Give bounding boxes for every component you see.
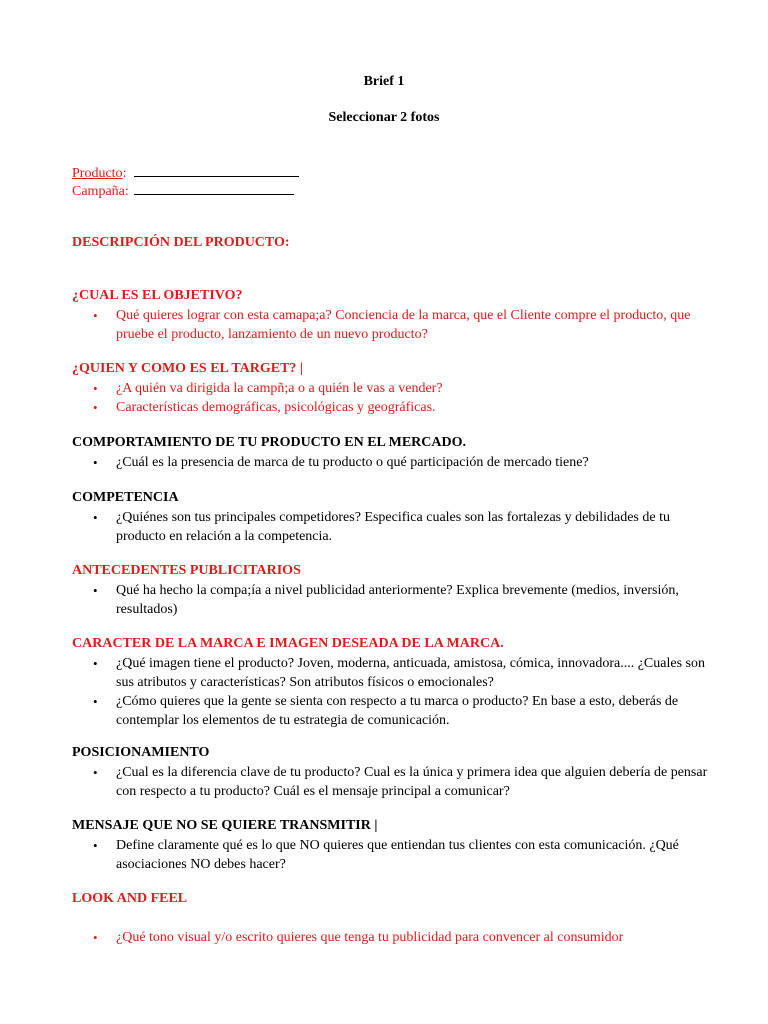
objetivo-list bbox=[72, 306, 712, 344]
heading-objetivo: ¿CUAL ES EL OBJETIVO? bbox=[72, 288, 243, 303]
bullet-icon: • bbox=[93, 694, 98, 709]
campaign-field bbox=[72, 182, 294, 200]
mensaje-list bbox=[72, 836, 712, 874]
product-separator: : bbox=[122, 166, 127, 181]
bullet-icon: • bbox=[93, 656, 98, 671]
product-field bbox=[72, 164, 299, 182]
list-item: • ¿Cuál es la presencia de marca de tu producto o qué participación de mercado tiene? bbox=[93, 455, 589, 470]
heading-antecedentes: ANTECEDENTES PUBLICITARIOS bbox=[72, 563, 301, 578]
list-item: • Características demográficas, psicológicas y geográficas. bbox=[93, 400, 436, 415]
list-item: • ¿Cómo quieres que la gente se sienta con respecto a tu marca o producto? En base a esto, deberás de contemplar los elementos de tu estrategia de comunicación. bbox=[93, 694, 679, 728]
product-blank-line bbox=[134, 164, 299, 177]
bullet-icon: • bbox=[93, 308, 98, 323]
heading-look-and-feel: LOOK AND FEEL bbox=[72, 891, 188, 906]
heading-mensaje: MENSAJE QUE NO SE QUIERE TRANSMITIR | bbox=[72, 818, 378, 833]
list-item: • ¿Qué imagen tiene el producto? Joven, moderna, anticuada, amistosa, cómica, innovadora.... ¿Cuales son sus atributos y características? Son atributos físicos o emocionales? bbox=[93, 656, 705, 690]
look-and-feel-list bbox=[72, 928, 712, 947]
heading-descripcion-producto: DESCRIPCIÓN DEL PRODUCTO: bbox=[72, 235, 290, 250]
campaign-blank-line bbox=[134, 182, 294, 195]
comportamiento-list bbox=[72, 453, 712, 472]
posicionamiento-list bbox=[72, 763, 712, 801]
bullet-icon: • bbox=[93, 455, 98, 470]
list-item: • Qué ha hecho la compa;ía a nivel publicidad anteriormente? Explica brevemente (medios, inversión, resultados) bbox=[93, 583, 679, 617]
target-list bbox=[72, 379, 712, 417]
heading-target: ¿QUIEN Y COMO ES EL TARGET? | bbox=[72, 361, 304, 376]
caracter-marca-list bbox=[72, 654, 712, 730]
heading-caracter-marca: CARACTER DE LA MARCA E IMAGEN DESEADA DE LA MARCA. bbox=[72, 636, 504, 651]
heading-posicionamiento: POSICIONAMIENTO bbox=[72, 745, 210, 760]
bullet-icon: • bbox=[93, 400, 98, 415]
bullet-icon: • bbox=[93, 930, 98, 945]
list-item: • ¿Qué tono visual y/o escrito quieres que tenga tu publicidad para convencer al consumidor bbox=[93, 930, 624, 945]
list-item: • Qué quieres lograr con esta camapa;a? Conciencia de la marca, que el Cliente compre el producto, que pruebe el producto, lanzamiento de un nuevo producto? bbox=[93, 308, 691, 342]
product-label: Producto bbox=[72, 166, 123, 181]
list-item: • ¿Cual es la diferencia clave de tu producto? Cual es la única y primera idea que alguien debería de pensar con respecto a tu producto? Cuál es el mensaje principal a comunicar? bbox=[93, 765, 708, 799]
document-subtitle: Seleccionar 2 fotos bbox=[328, 110, 440, 125]
bullet-icon: • bbox=[93, 838, 98, 853]
heading-comportamiento: COMPORTAMIENTO DE TU PRODUCTO EN EL MERCADO. bbox=[72, 435, 467, 450]
bullet-icon: • bbox=[93, 381, 98, 396]
document-title: Brief 1 bbox=[363, 74, 405, 89]
list-item: • Define claramente qué es lo que NO quieres que entiendan tus clientes con esta comunicación. ¿Qué asociaciones NO debes hacer? bbox=[93, 838, 679, 872]
campaign-label: Campaña: bbox=[72, 184, 129, 199]
bullet-icon: • bbox=[93, 510, 98, 525]
bullet-icon: • bbox=[93, 583, 98, 598]
list-item: • ¿A quién va dirigida la campñ;a o a quién le vas a vender? bbox=[93, 381, 443, 396]
antecedentes-list bbox=[72, 581, 712, 619]
list-item: • ¿Quiénes son tus principales competidores? Especifica cuales son las fortalezas y debilidades de tu producto en relación a la competencia. bbox=[93, 510, 670, 544]
competencia-list bbox=[72, 508, 712, 546]
bullet-icon: • bbox=[93, 765, 98, 780]
heading-competencia: COMPETENCIA bbox=[72, 490, 179, 505]
